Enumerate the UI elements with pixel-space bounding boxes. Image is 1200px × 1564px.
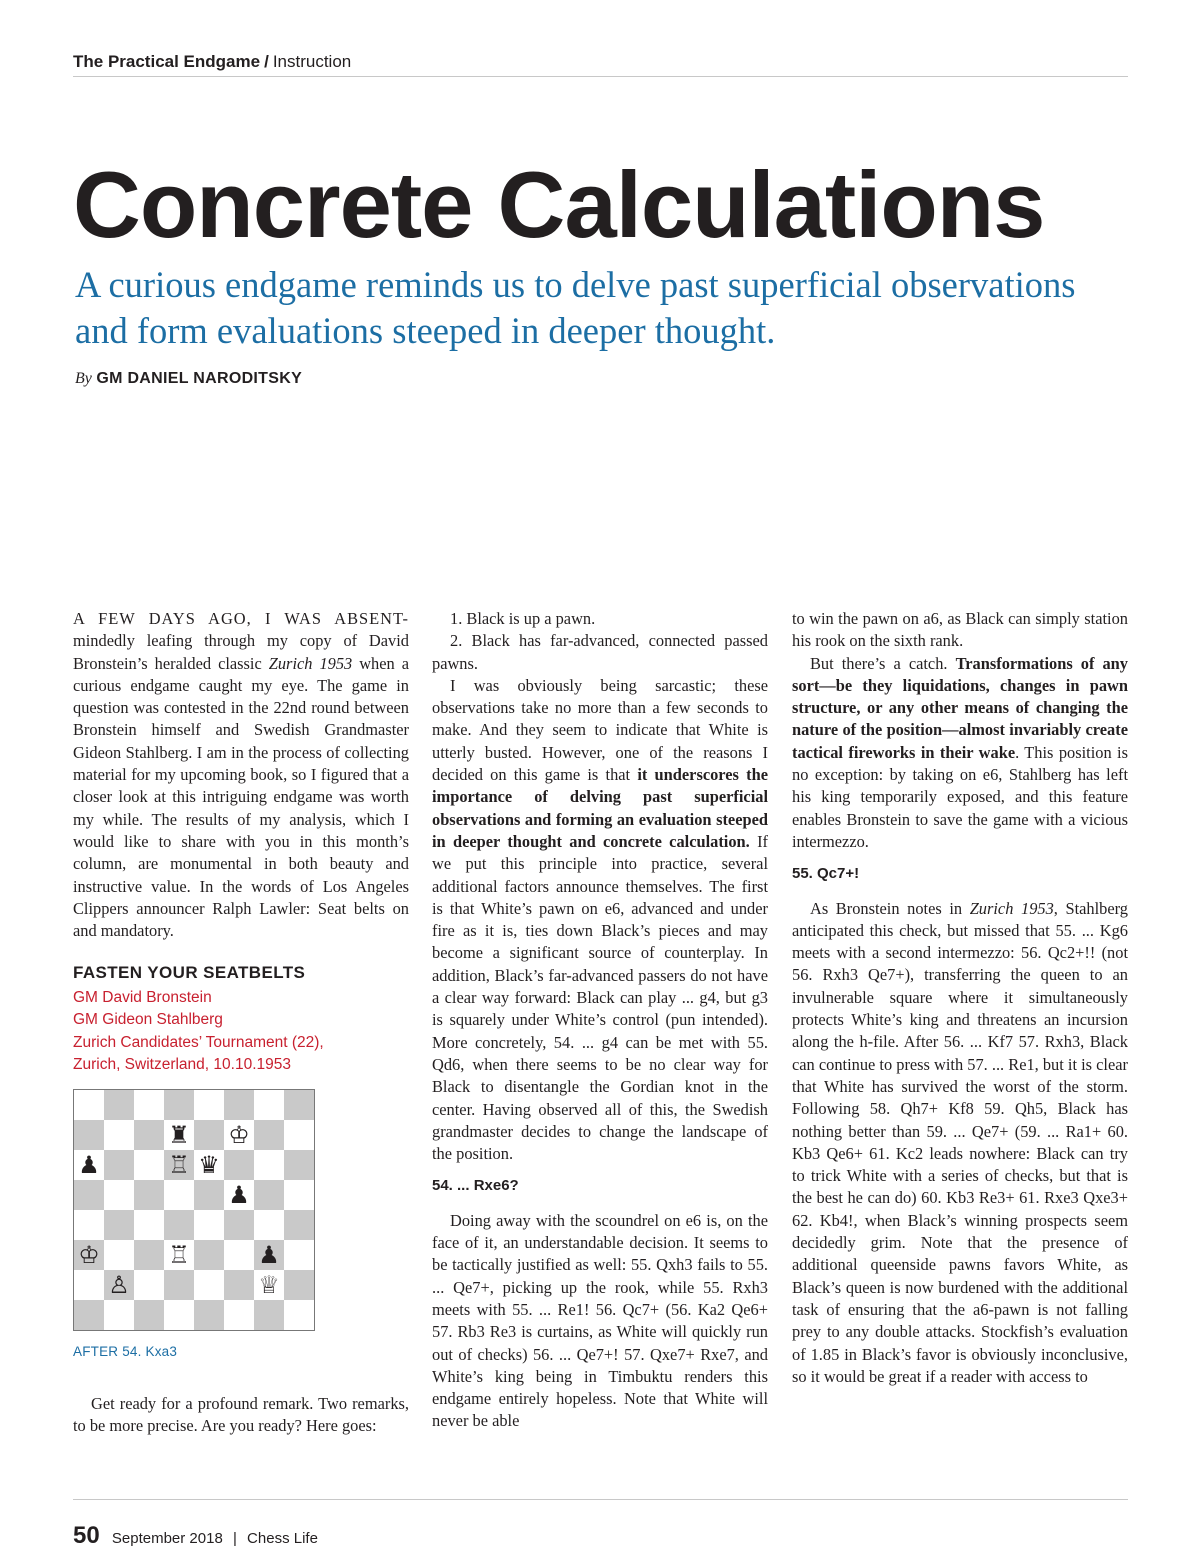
paragraph-analysis-b: , Stahlberg anticipated this check, but missed that 55. ... Kg6 meets with a second intermezzo: 56. Qc2+!! (not 56. Rxh3 Qe7+), transferring the queen to an invulnerable square where it simultaneously protects White’s king and threatens an incursion along the h-file. After 56. ... Kf7 57. Rxh3, Black can continue to press with 57. ... Re1, but it is clear that White has survived the worst of the storm. Following 58. Qh7+ Kf8 59. Qh5, Black has nothing better than 59. ... Qe7+ (59. ... Ra1+ 60. Kb3 Qe6+ 61. Kc2 leads nowhere: Black can try to trick White with a series of checks, but that is the best he can do) 60. Kb3 Re3+ 61. Rxe3 Qxe3+ 62. Kb4!, when Black’s winning prospects seem decidedly grim. Note that the presence of additional queenside pawns favors White, as Black’s queen is now burdened with the additional task of ensuring that the a6-pawn is not falling prey to any double attacks. Stockfish’s evaluation of 1.85 in Black’s favor is obviously inconclusive, so it would be great if a reader with access to (792, 898, 1128, 1386)
square-f8 (224, 1090, 254, 1120)
intro-book-title: Zurich 1953 (268, 653, 353, 673)
square-g7 (254, 1120, 284, 1150)
square-h1 (284, 1300, 314, 1330)
chess-piece-icon: ♙ (108, 1270, 130, 1299)
square-a1 (74, 1300, 104, 1330)
paragraph-rxe6: Doing away with the scoundrel on e6 is, on the face of it, an understandable decision. It seems to be tactically justified as well: 55. Qxh3 fails to 55. ... Qe7+, picking up the rook, while 55. Rxh3 meets with 55. ... Re1! 56. Qc7+ (56. Ka2 Qe6+ 57. Rb3 Re3 is curtains, as White will quickly run out of checks) 56. ... Qe7+! 57. Qxe7+ Rxe7, and White’s king being in Timbuktu renders this endgame entirely hopeless. Note that White will never be able (432, 1210, 768, 1431)
square-f6 (224, 1150, 254, 1180)
paragraph-remark: Get ready for a profound remark. Two remarks, to be more precise. Are you ready? Here goes: (73, 1394, 409, 1436)
square-e5 (194, 1180, 224, 1210)
page-footer (73, 1499, 1128, 1550)
article-deck: A curious endgame reminds us to delve past superficial observations and form evaluations steeped in deeper thought. (75, 264, 1076, 351)
chess-piece-icon: ♜ (168, 1120, 190, 1149)
square-g8 (254, 1090, 284, 1120)
square-a3 (74, 1240, 104, 1270)
square-h4 (284, 1210, 314, 1240)
square-g6 (254, 1150, 284, 1180)
square-a6 (74, 1150, 104, 1180)
square-d5 (164, 1180, 194, 1210)
square-a4 (74, 1210, 104, 1240)
square-c5 (134, 1180, 164, 1210)
square-c3 (134, 1240, 164, 1270)
paragraph-sarcasm (432, 675, 768, 1166)
square-e8 (194, 1090, 224, 1120)
square-h5 (284, 1180, 314, 1210)
chess-piece-icon: ♟ (228, 1180, 250, 1209)
square-c6 (134, 1150, 164, 1180)
square-e1 (194, 1300, 224, 1330)
square-b4 (104, 1210, 134, 1240)
square-h7 (284, 1120, 314, 1150)
section-heading: FASTEN YOUR SEATBELTS (73, 963, 306, 983)
chess-piece-icon: ♔ (228, 1120, 250, 1149)
paragraph-catch-b: . This position is no exception: by taking on e6, Stahlberg has left his king temporarily exposed, and this feature enables Bronstein to save the game with a vicious intermezzo. (792, 742, 1128, 851)
paragraph-sarcasm-bold: it underscores the importance of delving past superficial observations and forming an evaluation steeped in deeper thought and concrete calculation. (432, 765, 768, 851)
header-separator: / (264, 52, 269, 71)
square-f1 (224, 1300, 254, 1330)
byline-by: By (75, 370, 92, 387)
list-item-1: 1. Black is up a pawn. (450, 609, 596, 628)
square-g1 (254, 1300, 284, 1330)
column-2 (432, 608, 768, 1433)
byline (75, 370, 302, 388)
square-e2 (194, 1270, 224, 1300)
intro-caps: A FEW DAYS AGO, I WAS ABSENT- (73, 609, 409, 628)
square-f2 (224, 1270, 254, 1300)
running-header (73, 52, 1128, 77)
square-f7 (224, 1120, 254, 1150)
footer-date: September 2018 (111, 1530, 223, 1547)
paragraph-continued: to win the pawn on a6, as Black can simply station his rook on the sixth rank. (792, 609, 1128, 651)
article-title: Concrete Calculations (73, 152, 1045, 257)
paragraph-catch (792, 653, 1128, 854)
square-c7 (134, 1120, 164, 1150)
footer-separator: | (232, 1530, 237, 1547)
paragraph-analysis-book: Zurich 1953 (969, 898, 1054, 918)
game-place: Zurich, Switzerland, 10.10.1953 (73, 1056, 291, 1074)
square-e6 (194, 1150, 224, 1180)
game-white: GM David Bronstein (73, 988, 212, 1006)
square-a2 (74, 1270, 104, 1300)
list-item-2: 2. Black has far-advanced, connected passed pawns. (432, 631, 768, 673)
move-heading-54: 54. ... Rxe6? (432, 1177, 519, 1195)
header-section: The Practical Endgame (73, 52, 261, 71)
header-category: Instruction (272, 52, 352, 71)
square-b2 (104, 1270, 134, 1300)
square-d6 (164, 1150, 194, 1180)
diagram-caption: AFTER 54. Kxa3 (73, 1343, 178, 1359)
square-h3 (284, 1240, 314, 1270)
chess-piece-icon: ♛ (198, 1150, 220, 1179)
square-g3 (254, 1240, 284, 1270)
paragraph-sarcasm-b: If we put this principle into practice, several additional factors announce themselves. The first is that White’s pawn on e6, advanced and under fire as it is, ties down Black’s pieces and may become a significant source of counterplay. In addition, Black’s far-advanced passers do not have a clear way forward: Black can play ... g4, but g3 is squarely under White’s control (pun intended). More concretely, 54. ... g4 can be met with 55. Qd6, when there seems to be no clear way for Black to disentangle the Gordian knot in the center. Having observed all of this, the Swedish grandmaster decides to change the landscape of the position. (432, 831, 768, 1164)
move-heading-55: 55. Qc7+! (792, 865, 860, 883)
square-b5 (104, 1180, 134, 1210)
square-d7 (164, 1120, 194, 1150)
square-h8 (284, 1090, 314, 1120)
chess-piece-icon: ♔ (78, 1240, 100, 1269)
square-e3 (194, 1240, 224, 1270)
square-a8 (74, 1090, 104, 1120)
paragraph-analysis (792, 898, 1128, 1389)
square-b1 (104, 1300, 134, 1330)
square-b7 (104, 1120, 134, 1150)
square-g2 (254, 1270, 284, 1300)
game-black: GM Gideon Stahlberg (73, 1011, 223, 1029)
intro-text-b: when a curious endgame caught my eye. The game in question was contested in the 22nd round between Bronstein himself and Swedish Grandmaster Gideon Stahlberg. I am in the process of collecting material for my upcoming book, so I figured that a closer look at this intriguing endgame was worth my while. The results of my analysis, which I would like to share with you in this month’s column, are monumental in both beauty and instructive value. In the words of Los Angeles Clippers announcer Ralph Lawler: Seat belts on and mandatory. (73, 653, 409, 941)
paragraph-analysis-a: As Bronstein notes in (810, 898, 970, 918)
intro-text-a: mindedly leafing through my copy of David Bronstein’s heralded classic (73, 631, 409, 673)
game-event: Zurich Candidates’ Tournament (22), (73, 1033, 324, 1051)
square-g5 (254, 1180, 284, 1210)
square-c2 (134, 1270, 164, 1300)
square-d4 (164, 1210, 194, 1240)
square-d2 (164, 1270, 194, 1300)
square-f3 (224, 1240, 254, 1270)
square-c8 (134, 1090, 164, 1120)
paragraph-catch-bold: Transformations of any sort—be they liquidations, changes in pawn structure, or any other means of changing the nature of the position—almost invariably create tactical fireworks in their wake (792, 653, 1128, 762)
chess-piece-icon: ♕ (258, 1270, 280, 1299)
square-b3 (104, 1240, 134, 1270)
square-c1 (134, 1300, 164, 1330)
paragraph-catch-a: But there’s a catch. (810, 653, 956, 673)
column-3 (792, 608, 1128, 1388)
chess-piece-icon: ♟ (78, 1150, 100, 1179)
footer-magazine: Chess Life (247, 1530, 318, 1547)
page-number: 50 (73, 1522, 100, 1549)
chess-piece-icon: ♖ (168, 1150, 190, 1179)
square-d3 (164, 1240, 194, 1270)
square-h2 (284, 1270, 314, 1300)
square-b8 (104, 1090, 134, 1120)
chess-piece-icon: ♟ (258, 1240, 280, 1269)
byline-author: GM DANIEL NARODITSKY (96, 370, 303, 387)
square-e4 (194, 1210, 224, 1240)
column-1 (73, 608, 409, 1438)
square-d8 (164, 1090, 194, 1120)
square-f4 (224, 1210, 254, 1240)
square-a7 (74, 1120, 104, 1150)
chess-diagram (73, 1089, 315, 1331)
square-f5 (224, 1180, 254, 1210)
square-b6 (104, 1150, 134, 1180)
square-d1 (164, 1300, 194, 1330)
paragraph-sarcasm-a: I was obviously being sarcastic; these observations take no more than a few seconds to make. And they seem to indicate that White is utterly busted. However, one of the reasons I decided on this game is that (432, 675, 768, 785)
intro-paragraph (73, 608, 409, 942)
chess-piece-icon: ♖ (168, 1240, 190, 1269)
square-h6 (284, 1150, 314, 1180)
square-c4 (134, 1210, 164, 1240)
square-e7 (194, 1120, 224, 1150)
square-g4 (254, 1210, 284, 1240)
square-a5 (74, 1180, 104, 1210)
